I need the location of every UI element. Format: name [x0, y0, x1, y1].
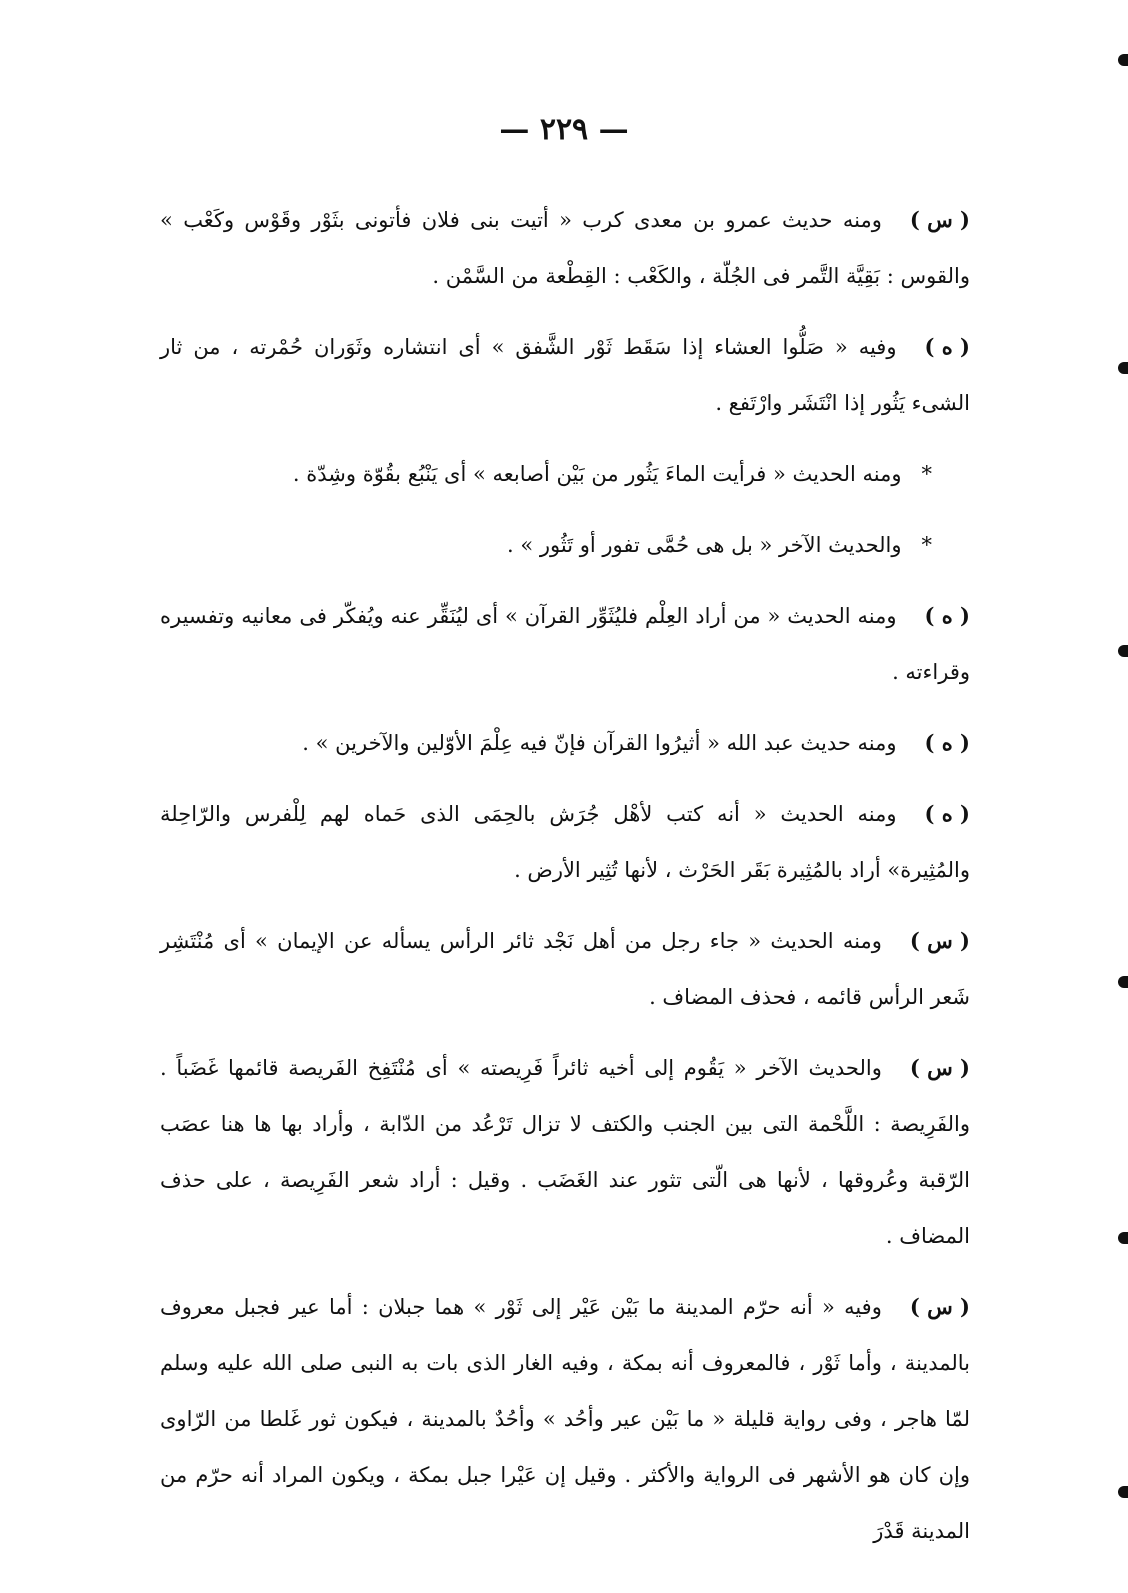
page-edge-mark	[1118, 362, 1128, 374]
entry-source-marker: ( س )	[909, 1055, 970, 1080]
entry-8	[160, 913, 970, 1025]
entry-text: ومنه الحديث « جاء رجل من أهل نَجْد ثائر الرأس يسأله عن الإيمان » أى مُنْتَشِر شَعر الرأس قائمه ، فحذف المضاف .	[160, 929, 970, 1009]
entry-2	[160, 319, 970, 431]
entry-text: ومنه الحديث « فرأيت الماءَ يَثُور من بَيْن أصابعه » أى يَنْبُع بقُوّة وشِدّة .	[292, 462, 902, 486]
entry-text: ومنه الحديث « أنه كتب لأهْل جُرَش بالحِمَى الذى حَماه لهم لِلْفرس والرّاحِلة والمُثِيرة» أراد بالمُثِيرة بَقَر الحَرْث ، لأنها تُثِير الأرض .	[160, 802, 970, 882]
entry-4	[160, 517, 970, 573]
page-edge-mark	[1118, 54, 1128, 66]
entry-9	[160, 1040, 970, 1264]
entry-text: ومنه حديث عمرو بن معدى كرب « أتيت بنى فلان فأتونى بثَوْر وقَوْس وكَعْب » والقوس : بَقِيَّة التَّمر فى الجُلّة ، والكَعْب : القِطْعة من السَّمْن .	[160, 208, 970, 288]
entry-1	[160, 192, 970, 304]
page-edge-mark	[1118, 1232, 1128, 1244]
entry-source-marker: ( س )	[909, 928, 970, 953]
entry-5	[160, 588, 970, 700]
entry-source-marker: ( ه )	[924, 603, 970, 628]
page-edge-mark	[1118, 1486, 1128, 1498]
entry-source-marker: ( ه )	[924, 334, 970, 359]
entry-3	[160, 446, 970, 502]
entry-text: وفيه « صَلُّوا العشاء إذا سَقَط ثَوْر الشَّفق » أى انتشاره وثَوَران حُمْرته ، من ثار الشىء يَثُور إذا انْتَشَر وارْتَفع .	[160, 335, 970, 415]
entry-text: ومنه حديث عبد الله « أثيرُوا القرآن فإنّ فيه عِلْمَ الأوّلين والآخرين » .	[302, 731, 897, 755]
entry-source-marker: ( س )	[909, 1294, 970, 1319]
entry-source-marker: ( ه )	[924, 730, 970, 755]
entry-text: والحديث الآخر « بل هى حُمَّى تفور أو تَثُور » .	[507, 533, 902, 557]
page-edge-mark	[1118, 976, 1128, 988]
entry-source-marker: ( س )	[909, 207, 970, 232]
page-number: — ٢٢٩ —	[499, 112, 629, 147]
entry-10	[160, 1279, 970, 1559]
entry-source-marker: ( ه )	[924, 801, 970, 826]
star-icon: *	[921, 533, 932, 557]
page-body	[160, 192, 970, 1574]
page-edge-mark	[1118, 645, 1128, 657]
entry-7	[160, 786, 970, 898]
entry-text: وفيه « أنه حرّم المدينة ما بَيْن عَيْر إلى ثَوْر » هما جبلان : أما عير فجبل معروف بالمدينة ، وأما ثَوْر ، فالمعروف أنه بمكة ، وفيه الغار الذى بات به النبى صلى الله عليه وسلم لمّا هاجر ، وفى رواية قليلة « ما بَيْن عير وأحُد » وأحُدٌ بالمدينة ، فيكون ثور غَلطا من الرّاوى وإن كان هو الأشهر فى الرواية والأكثر . وقيل إن عَيْرا جبل بمكة ، ويكون المراد أنه حرّم من المدينة قَدْرَ	[160, 1295, 970, 1543]
entry-text: ومنه الحديث « من أراد العِلْم فليُثَوِّر القرآن » أى ليُنَقِّر عنه ويُفكّر فى معانيه وتفسيره وقراءته .	[160, 604, 970, 684]
star-icon: *	[921, 462, 932, 486]
entry-6	[160, 715, 970, 771]
entry-text: والحديث الآخر « يَقُوم إلى أخيه ثائراً فَرِيصته » أى مُنْتَفِخ الفَريصة قائمها غَضَباً . والفَرِيصة : اللَّحْمة التى بين الجنب والكتف لا تزال تَرْعُد من الدّابة ، وأراد بها ها هنا عصَب الرّقبة وعُروقها ، لأنها هى الّتى تثور عند الغَضَب . وقيل : أراد شعر الفَرِيصة ، على حذف المضاف .	[160, 1056, 970, 1248]
